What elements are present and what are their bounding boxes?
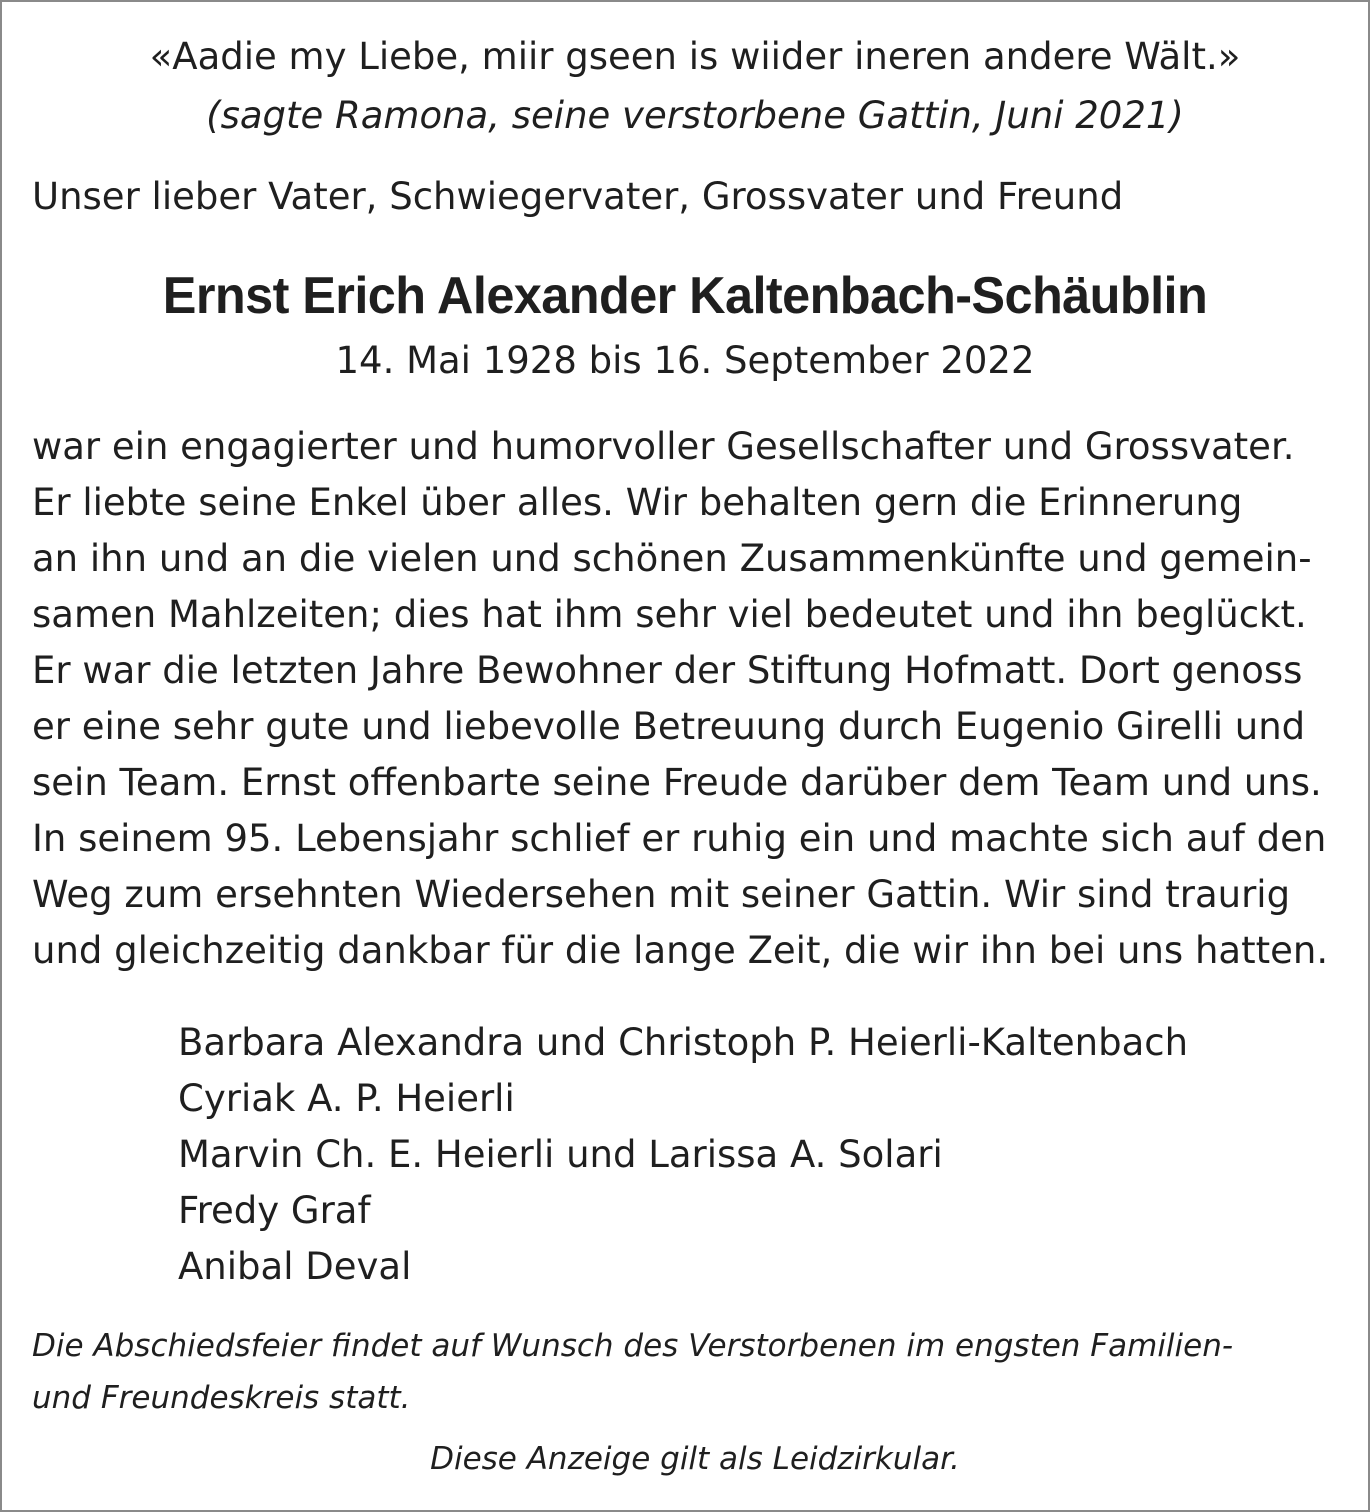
tribute-line: sein Team. Ernst offenbarte seine Freude darüber dem Team und uns.	[32, 761, 1322, 804]
tribute-line: In seinem 95. Lebensjahr schlief er ruhig ein und machte sich auf den	[32, 817, 1327, 860]
tribute-paragraph	[32, 419, 1328, 979]
life-dates: 14. Mai 1928 bis 16. September 2022	[335, 339, 1035, 382]
mourner-name: Fredy Graf	[178, 1189, 371, 1232]
tribute-line: er eine sehr gute und liebevolle Betreuung durch Eugenio Girelli und	[32, 705, 1306, 748]
intro-line: Unser lieber Vater, Schwiegervater, Grossvater und Freund	[32, 175, 1124, 218]
tribute-line: war ein engagierter und humorvoller Gesellschafter und Grossvater.	[32, 425, 1295, 468]
mourner-name: Barbara Alexandra und Christoph P. Heierli-Kaltenbach	[178, 1021, 1189, 1064]
tribute-line: und gleichzeitig dankbar für die lange Zeit, die wir ihn bei uns hatten.	[32, 929, 1329, 972]
mourner-name: Anibal Deval	[178, 1245, 412, 1288]
deceased-name: Ernst Erich Alexander Kaltenbach-Schäublin	[162, 267, 1208, 325]
mourner-name: Marvin Ch. E. Heierli und Larissa A. Solari	[178, 1133, 943, 1176]
tribute-line: samen Mahlzeiten; dies hat ihm sehr viel bedeutet und ihn beglückt.	[32, 593, 1307, 636]
mourners-list	[178, 1015, 1188, 1295]
ceremony-notice	[32, 1320, 1233, 1424]
tribute-line: Er war die letzten Jahre Bewohner der Stiftung Hofmatt. Dort genoss	[32, 649, 1303, 692]
notice-line: Die Abschiedsfeier findet auf Wunsch des Verstorbenen im engsten Familien-	[32, 1328, 1234, 1364]
tribute-line: Er liebte seine Enkel über alles. Wir behalten gern die Erinnerung	[32, 481, 1243, 524]
tribute-line: Weg zum ersehnten Wiedersehen mit seiner Gattin. Wir sind traurig	[32, 873, 1291, 916]
mourner-name: Cyriak A. P. Heierli	[178, 1077, 515, 1120]
opening-quote: «Aadie my Liebe, miir gseen is wiider ineren andere Wält.»	[149, 35, 1241, 78]
footer-note: Diese Anzeige gilt als Leidzirkular.	[430, 1441, 960, 1477]
tribute-line: an ihn und an die vielen und schönen Zusammenkünfte und gemein-	[32, 537, 1312, 580]
quote-attribution: (sagte Ramona, seine verstorbene Gattin, Juni 2021)	[206, 94, 1184, 137]
notice-line: und Freundeskreis statt.	[32, 1380, 411, 1416]
